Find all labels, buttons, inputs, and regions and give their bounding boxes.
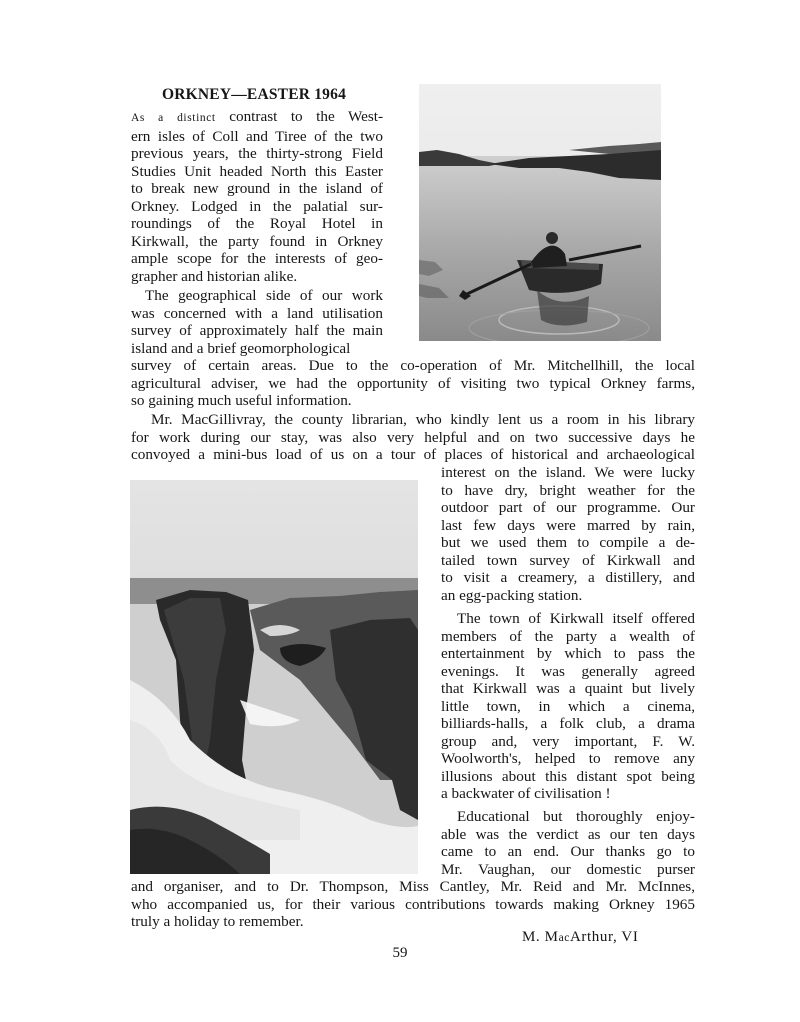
page-number: 59	[392, 945, 408, 961]
text-line: outdoor part of our programme. Our	[441, 499, 695, 516]
text-line: grapher and historian alike.	[131, 267, 298, 285]
text-line: who accompanied us, for their various contributions towards making Orkney 1965	[131, 895, 695, 913]
paragraph-2-wide	[131, 357, 695, 410]
paragraph-4-right	[441, 610, 695, 803]
sea-stack-illustration	[130, 480, 418, 874]
text-line: roundings of the Royal Hotel in	[131, 215, 383, 232]
intro-smallcaps: As a distinct	[131, 112, 216, 124]
paragraph-5-wide	[131, 878, 695, 931]
text-line: survey of certain areas. Due to the co-operation of Mr. Mitchellhill, the local	[131, 357, 695, 374]
text-line: was concerned with a land utilisation	[131, 304, 383, 322]
text-line: Woolworth's, helped to remove any	[441, 750, 695, 767]
text-line: tailed town survey of Kirkwall and	[441, 551, 695, 569]
text-line: for work during our stay, was also very helpful and on two successive days he	[131, 428, 695, 446]
text-line: but we used them to compile a de-	[441, 534, 695, 551]
author-byline: M. MacArthur, VI	[522, 929, 639, 945]
text-line: Orkney. Lodged in the palatial sur-	[131, 197, 383, 215]
text-line: Mr. Vaughan, our domestic purser	[441, 860, 695, 878]
text-line: island and a brief geomorphological	[131, 339, 351, 357]
text-line: group and, very important, F. W.	[441, 732, 695, 750]
text-line: illusions about this distant spot being	[441, 767, 695, 785]
text-line: little town, in which a cinema,	[441, 697, 695, 715]
text-line: ern isles of Coll and Tiree of the two	[131, 127, 383, 145]
text-line: agricultural adviser, we had the opportunity of visiting two typical Orkney farms,	[131, 374, 695, 392]
text-line: able was the verdict as our ten days	[441, 825, 695, 843]
text-line: to break new ground in the island of	[131, 180, 383, 197]
text-line: Educational but thoroughly enjoy-	[457, 808, 695, 825]
text-line: to have dry, bright weather for the	[441, 481, 695, 499]
text-line: that Kirkwall was a quaint but lively	[441, 680, 695, 697]
text-line: last few days were marred by rain,	[441, 516, 695, 534]
article-title: ORKNEY—EASTER 1964	[162, 86, 347, 103]
text-line: entertainment by which to pass the	[441, 645, 695, 662]
text-line: convoyed a mini-bus load of us on a tour of places of historical and archaeological	[131, 446, 695, 463]
text-line: billiards-halls, a folk club, a drama	[441, 715, 695, 732]
text-line: so gaining much useful information.	[131, 392, 352, 409]
paragraph-3-right	[441, 464, 695, 604]
text-line: Kirkwall, the party found in Orkney	[131, 232, 383, 250]
rowing-boat-illustration	[419, 84, 661, 341]
text-line: The geographical side of our work	[145, 287, 383, 304]
text-line: members of the party a wealth of	[441, 627, 695, 645]
text-line: As a distinct contrast to the West-	[131, 108, 384, 125]
text-line: ample scope for the interests of geo-	[131, 250, 383, 267]
paragraph-5-right	[441, 808, 695, 878]
text-line: Mr. MacGillivray, the county librarian, who kindly lent us a room in his library	[151, 411, 695, 428]
paragraph-1	[131, 108, 383, 285]
text-line: Studies Unit headed North this Easter	[131, 162, 383, 180]
text-line: interest on the island. We were lucky	[441, 464, 695, 481]
text-line: truly a holiday to remember.	[131, 913, 304, 930]
text-line: survey of approximately half the main	[131, 322, 383, 339]
text-line: and organiser, and to Dr. Thompson, Miss Cantley, Mr. Reid and Mr. McInnes,	[131, 878, 695, 895]
rowing-boat-photo	[419, 84, 661, 341]
sea-stack-photo	[130, 480, 418, 874]
text-line: The town of Kirkwall itself offered	[457, 610, 695, 627]
paragraph-3-wide	[131, 411, 695, 464]
text-line: previous years, the thirty-strong Field	[131, 145, 383, 162]
text-line: came to an end. Our thanks go to	[441, 843, 695, 860]
text-line: an egg-packing station.	[441, 586, 583, 604]
text-line: a backwater of civilisation !	[441, 785, 611, 802]
paragraph-2-narrow	[131, 287, 383, 357]
text-line: evenings. It was generally agreed	[441, 662, 695, 680]
text-line: to visit a creamery, a distillery, and	[441, 569, 695, 586]
